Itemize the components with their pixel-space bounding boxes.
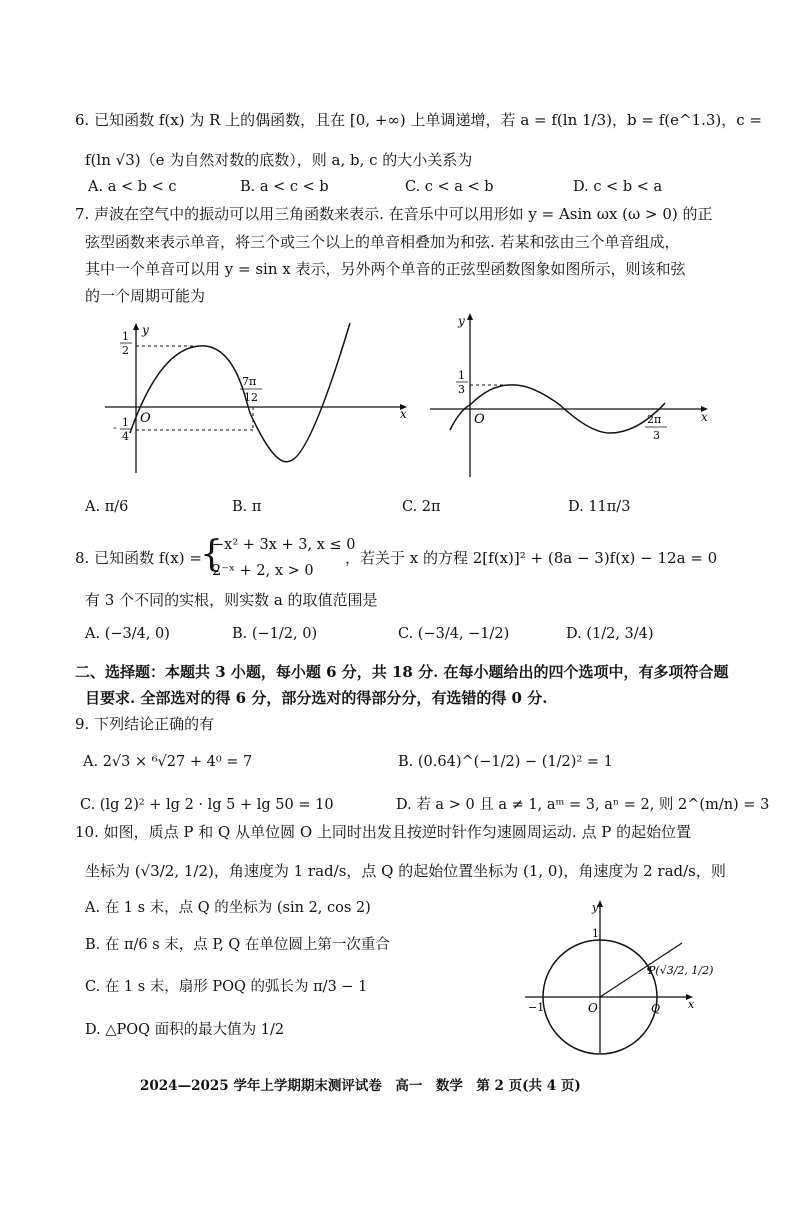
q9-stem: 9. 下列结论正确的有: [75, 715, 215, 733]
q7-option-d: D. 11π/3: [568, 499, 631, 515]
q6-option-d: D. c < b < a: [573, 179, 663, 195]
g1-y-label: y: [142, 323, 149, 337]
g2-x-label: x: [701, 410, 708, 424]
q10-fig-p-label: P(√3/2, 1/2): [648, 964, 714, 977]
g1-bot-num: 1: [122, 416, 129, 429]
q9-option-d: D. 若 a > 0 且 a ≠ 1, aᵐ = 3, aⁿ = 2, 则 2^(m/n) = 3: [396, 797, 770, 813]
q7-line4: 的一个周期可能为: [85, 287, 206, 305]
g2-zero-num: 2π: [647, 413, 662, 426]
q6-option-c: C. c < a < b: [405, 179, 494, 195]
g2-zero-den: 3: [653, 429, 660, 442]
section2-line2: 目要求. 全部选对的得 6 分，部分选对的得部分分，有选错的得 0 分.: [85, 689, 548, 707]
q8-option-d: D. (1/2, 3/4): [566, 626, 654, 642]
q7-option-c: C. 2π: [402, 499, 441, 515]
g1-x-label: x: [400, 407, 407, 421]
q10-option-d: D. △POQ 面积的最大值为 1/2: [85, 1022, 285, 1038]
q8-case2: 2⁻ˣ + 2, x > 0: [212, 563, 314, 579]
q8-suffix: ，若关于 x 的方程 2[f(x)]² + (8a − 3)f(x) − 12a = 0: [345, 549, 718, 567]
q10-option-b: B. 在 π/6 s 末，点 P, Q 在单位圆上第一次重合: [85, 937, 390, 953]
q10-fig-y: y: [592, 901, 599, 914]
section2-line1: 二、选择题：本题共 3 小题，每小题 6 分，共 18 分. 在每小题给出的四个选项中，有多项符合题: [75, 663, 729, 681]
q6-line2: f(ln √3)（e 为自然对数的底数），则 a, b, c 的大小关系为: [85, 151, 473, 169]
q7-graph-left: [100, 318, 420, 478]
g2-top-den: 3: [458, 383, 465, 396]
page-footer: 2024—2025 学年上学期期末测评试卷 高一 数学 第 2 页(共 4 页): [140, 1078, 581, 1094]
q7-option-a: A. π/6: [85, 499, 129, 515]
q10-fig-x: x: [688, 998, 695, 1011]
q6-option-b: B. a < c < b: [240, 179, 329, 195]
g1-zero-den: 12: [244, 391, 258, 404]
q7-line1: 7. 声波在空气中的振动可以用三角函数来表示. 在音乐中可以用形如 y = Asin ωx (ω > 0) 的正: [75, 205, 713, 223]
g1-top-num: 1: [122, 330, 129, 343]
q10-fig-q-label: Q: [651, 1002, 661, 1015]
q8-option-c: C. (−3/4, −1/2): [398, 626, 510, 642]
q10-fig-origin: O: [588, 1001, 598, 1015]
q10-fig-neg-one: −1: [528, 1001, 545, 1014]
q8-line2: 有 3 个不同的实根，则实数 a 的取值范围是: [85, 591, 378, 609]
g1-bot-sign: -: [113, 421, 117, 434]
g2-top-num: 1: [458, 369, 465, 382]
q8-prefix: 8. 已知函数 f(x) =: [75, 549, 202, 567]
q6-line1: 6. 已知函数 f(x) 为 R 上的偶函数，且在 [0, +∞) 上单调递增，若 a = f(ln 1/3)，b = f(e^1.3)，c =: [75, 111, 762, 129]
q8-brace: {: [200, 534, 223, 575]
q7-line2: 弦型函数来表示单音，将三个或三个以上的单音相叠加为和弦. 若某和弦由三个单音组成，: [85, 233, 680, 251]
q10-option-c: C. 在 1 s 末，扇形 POQ 的弧长为 π/3 − 1: [85, 979, 368, 995]
q8-option-b: B. (−1/2, 0): [232, 626, 318, 642]
q10-option-a: A. 在 1 s 末，点 Q 的坐标为 (sin 2, cos 2): [85, 900, 371, 916]
g2-y-label: y: [458, 314, 465, 328]
q9-option-b: B. (0.64)^(−1/2) − (1/2)² = 1: [398, 754, 613, 770]
q7-line3: 其中一个单音可以用 y = sin x 表示，另外两个单音的正弦型函数图象如图所示，则该和弦: [85, 260, 686, 278]
g1-origin: O: [140, 411, 151, 426]
q6-option-a: A. a < b < c: [88, 179, 177, 195]
q9-option-a: A. 2√3 × ⁶√27 + 4⁰ = 7: [83, 754, 253, 770]
q10-unit-circle-figure: [520, 895, 730, 1055]
q8-option-a: A. (−3/4, 0): [85, 626, 170, 642]
q7-option-b: B. π: [232, 499, 262, 515]
g1-bot-den: 4: [122, 430, 129, 443]
q10-fig-one: 1: [592, 927, 599, 940]
g1-zero-num: 7π: [242, 375, 257, 388]
g1-top-den: 2: [122, 344, 129, 357]
q9-option-c: C. (lg 2)² + lg 2 · lg 5 + lg 50 = 10: [80, 797, 334, 813]
q10-line1: 10. 如图，质点 P 和 Q 从单位圆 O 上同时出发且按逆时针作匀速圆周运动. 点 P 的起始位置: [75, 823, 692, 841]
q8-case1: −x² + 3x + 3, x ≤ 0: [212, 537, 356, 553]
g2-origin: O: [474, 412, 485, 427]
q7-graph-right: [425, 305, 715, 485]
q10-line2: 坐标为 (√3/2, 1/2)，角速度为 1 rad/s，点 Q 的起始位置坐标为 (1, 0)，角速度为 2 rad/s，则: [85, 862, 726, 880]
